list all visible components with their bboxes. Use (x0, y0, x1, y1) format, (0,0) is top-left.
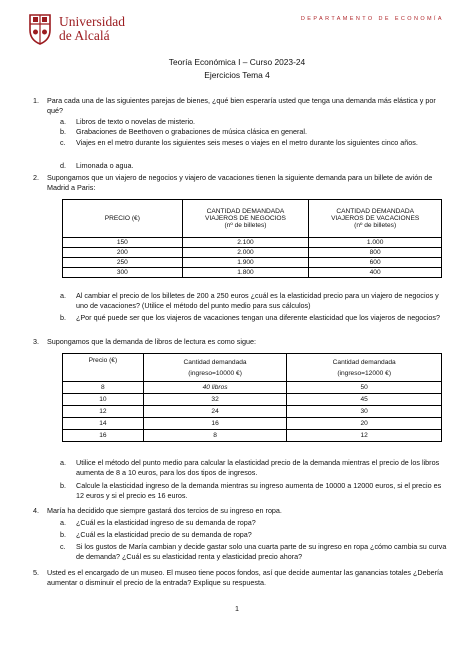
question-text: María ha decidido que siempre gastará dos tercios de su ingreso en ropa. (47, 506, 282, 515)
book-demand-table (62, 353, 442, 442)
airfare-demand-table (62, 199, 442, 278)
question-text: Para cada una de las siguientes parejas de bienes, ¿qué bien esperaría usted que tenga una demanda más elástica y por qué? (47, 96, 436, 115)
table-header-row (63, 354, 442, 382)
table-header-row (63, 200, 442, 238)
table-row: 8 40 libros 50 (63, 382, 442, 394)
column-header: PRECIO (€) (63, 200, 183, 238)
column-header: Precio (€) (63, 354, 144, 382)
table-row: 200 2.000 800 (63, 248, 442, 258)
table-row: 14 16 20 (63, 418, 442, 430)
table-row: 250 1.900 600 (63, 258, 442, 268)
column-header: CANTIDAD DEMANDADA VIAJEROS DE NEGOCIOS (nº de billetes) (182, 200, 309, 238)
table-row: 12 24 30 (63, 406, 442, 418)
question-text: Usted es el encargado de un museo. El museo tiene pocos fondos, así que decide aumentar las ganancias totales ¿Debería aumentar o disminuir el precio de la entrada? Explique su respuesta. (47, 568, 443, 587)
logo-line-1: Universidad (59, 14, 125, 29)
question-text: Supongamos que un viajero de negocios y viajero de vacaciones tienen la siguiente demanda para un billete de avión de Madrid a Paris: (47, 173, 433, 192)
question-text: Supongamos que la demanda de libros de lectura es como sigue: (47, 337, 256, 346)
column-header: Cantidad demandada (ingreso=12000 €) (287, 354, 442, 382)
question-number: 1. (33, 96, 39, 105)
page-number: 1 (235, 604, 239, 613)
university-logo (27, 12, 147, 46)
department-name: DEPARTAMENTO DE ECONOMÍA (300, 16, 444, 22)
table-row: 150 2.100 1.000 (63, 238, 442, 248)
table-row: 16 8 12 (63, 430, 442, 442)
document-title: Teoría Económica I – Curso 2023-24 (168, 57, 306, 67)
column-header: Cantidad demandada (ingreso=10000 €) (143, 354, 287, 382)
logo-line-2: de Alcalá (59, 28, 110, 43)
document-subtitle: Ejercicios Tema 4 (204, 70, 270, 80)
table-row: 300 1.800 400 (63, 268, 442, 278)
crest-icon (27, 12, 53, 46)
table-row: 10 32 45 (63, 394, 442, 406)
column-header: CANTIDAD DEMANDADA VIAJEROS DE VACACIONES (nº de billetes) (309, 200, 442, 238)
